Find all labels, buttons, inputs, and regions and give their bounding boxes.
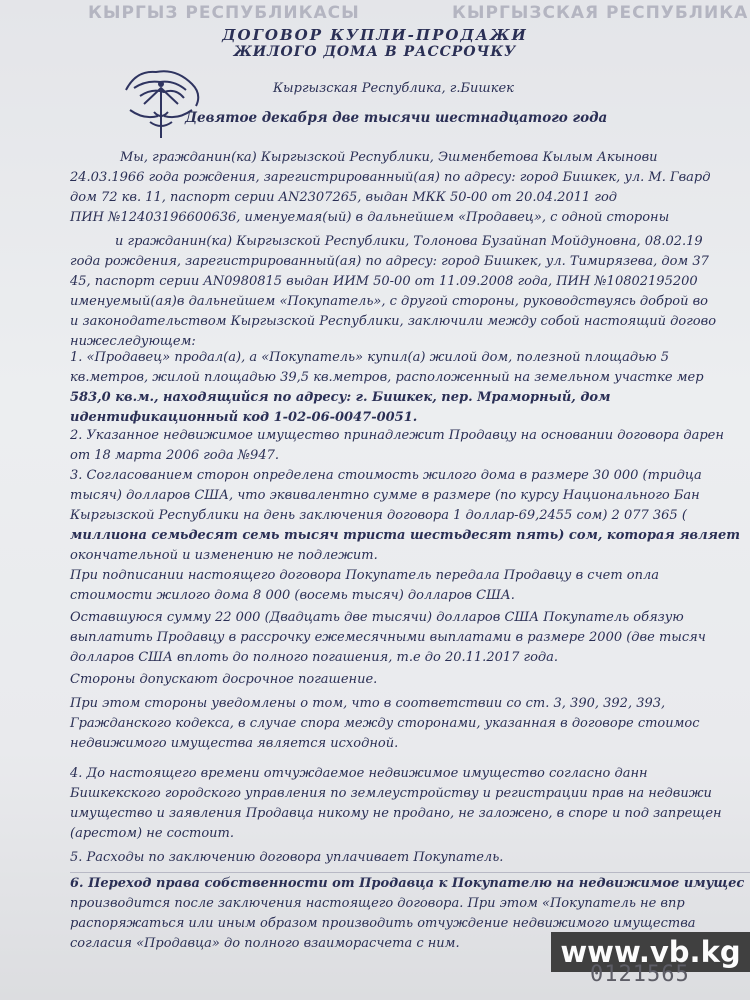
- text-line: дом 72 кв. 11, паспорт серии AN2307265, выдан МКК 50-00 от 20.04.2011 год: [70, 190, 618, 205]
- text-line: 5. Расходы по заключению договора уплачивает Покупатель.: [70, 850, 504, 865]
- text-line: выплатить Продавцу в рассрочку ежемесячными выплатами в размере 2000 (две тысяч: [70, 630, 706, 645]
- text-line: стоимости жилого дома 8 000 (восемь тысяч) долларов США.: [70, 588, 515, 603]
- text-line: 4. До настоящего времени отчуждаемое недвижимое имущество согласно данн: [70, 766, 648, 781]
- text-line: Мы, гражданин(ка) Кыргызской Республики, Эшменбетова Кылым Акынови: [120, 150, 658, 165]
- emblem-seal-icon: [106, 50, 216, 142]
- text-line: 3. Согласованием сторон определена стоимость жилого дома в размере 30 000 (тридца: [70, 468, 702, 483]
- text-line: 583,0 кв.м., находящийся по адресу: г. Бишкек, пер. Мраморный, дом: [70, 390, 611, 405]
- location-line: Кыргызская Республика, г.Бишкек: [273, 81, 514, 96]
- text-line: окончательной и изменению не подлежит.: [70, 548, 378, 563]
- text-line: 24.03.1966 года рождения, зарегистрированный(ая) по адресу: город Бишкек, ул. М. Гвард: [70, 170, 711, 185]
- clause-2: [70, 426, 750, 466]
- clause-1: [70, 348, 750, 428]
- site-watermark: www.vb.kg: [551, 932, 750, 972]
- clause-4: [70, 764, 750, 844]
- text-line: распоряжаться или иным образом производить отчуждение недвижимого имущества: [70, 916, 696, 931]
- notice-paragraph: [70, 694, 750, 754]
- text-line: При подписании настоящего договора Покупатель передала Продавцу в счет опла: [70, 568, 660, 583]
- contract-date: Девятое декабря две тысячи шестнадцатого года: [185, 110, 608, 126]
- text-line: долларов США вплоть до полного погашения, т.е до 20.11.2017 года.: [70, 650, 559, 665]
- text-line: (арестом) не состоит.: [70, 826, 235, 841]
- text-line: 1. «Продавец» продал(а), а «Покупатель» купил(а) жилой дом, полезной площадью 5: [70, 350, 669, 365]
- text-line: идентификационный код 1-02-06-0047-0051.: [70, 410, 418, 425]
- text-line: 2. Указанное недвижимое имущество принадлежит Продавцу на основании договора дарен: [70, 428, 724, 443]
- seller-paragraph: [120, 148, 750, 168]
- text-line: Кыргызской Республики на день заключения договора 1 доллар-69,2455 сом) 2 077 365 (: [70, 508, 687, 523]
- text-line: 45, паспорт серии AN0980815 выдан ИИМ 50-00 от 11.09.2008 года, ПИН №10802195200: [70, 274, 698, 289]
- text-line: Стороны допускают досрочное погашение.: [70, 672, 378, 687]
- stamp-text-right: КЫРГЫЗСКАЯ РЕСПУБЛИКА: [452, 3, 749, 23]
- divider: [70, 872, 750, 873]
- text-line: Бишкекского городского управления по землеустройству и регистрации прав на недвижи: [70, 786, 712, 801]
- text-line: кв.метров, жилой площадью 39,5 кв.метров, расположенный на земельном участке мер: [70, 370, 704, 385]
- text-line: недвижимого имущества является исходной.: [70, 736, 399, 751]
- text-line: миллиона семьдесят семь тысяч триста шестьдесят пять) сом, которая являет: [70, 528, 740, 543]
- text-line: тысяч) долларов США, что эквивалентно сумме в размере (по курсу Национального Бан: [70, 488, 700, 503]
- text-line: Оставшуюся сумму 22 000 (Двадцать две тысячи) долларов США Покупатель обязую: [70, 610, 684, 625]
- text-line: имущество и заявления Продавца никому не продано, не заложено, в споре и под запрещен: [70, 806, 722, 821]
- text-line: и законодательством Кыргызской Республики, заключили между собой настоящий догово: [70, 314, 717, 329]
- buyer-paragraph: [115, 232, 750, 252]
- text-line: При этом стороны уведомлены о том, что в соответствии со ст. 3, 390, 392, 393,: [70, 696, 666, 711]
- text-line: согласия «Продавца» до полного взаиморасчета с ним.: [70, 936, 460, 951]
- text-line: года рождения, зарегистрированный(ая) по адресу: город Бишкек, ул. Тимирязева, дом 37: [70, 254, 709, 269]
- buyer-paragraph-cont: [70, 252, 750, 352]
- text-line: ПИН №12403196600636, именуемая(ый) в дальнейшем «Продавец», с одной стороны: [70, 210, 670, 225]
- document-subtitle: ЖИЛОГО ДОМА В РАССРОЧКУ: [233, 44, 517, 60]
- text-line: нижеследующем:: [70, 334, 196, 349]
- clause-3: [70, 466, 750, 566]
- stamp-text-left: КЫРГЫЗ РЕСПУБЛИКАСЫ: [88, 3, 360, 23]
- clause-5: [70, 848, 750, 868]
- text-line: и гражданин(ка) Кыргызской Республики, Толонова Бузайнап Мойдуновна, 08.02.19: [115, 234, 703, 249]
- text-line: именуемый(ая)в дальнейшем «Покупатель», с другой стороны, руководствуясь доброй во: [70, 294, 708, 309]
- payment-initial: [70, 566, 750, 606]
- text-line: Гражданского кодекса, в случае спора между сторонами, указанная в договоре стоимос: [70, 716, 700, 731]
- payment-installments: [70, 608, 750, 668]
- early-repayment: [70, 670, 750, 690]
- text-line: 6. Переход права собственности от Продавца к Покупателю на недвижимое имущес: [70, 876, 745, 891]
- document-title: ДОГОВОР КУПЛИ-ПРОДАЖИ: [222, 26, 528, 44]
- seller-paragraph-cont: [70, 168, 750, 228]
- text-line: производится после заключения настоящего договора. При этом «Покупатель не впр: [70, 896, 685, 911]
- document-number: 0121565: [590, 962, 690, 987]
- text-line: от 18 марта 2006 года №947.: [70, 448, 280, 463]
